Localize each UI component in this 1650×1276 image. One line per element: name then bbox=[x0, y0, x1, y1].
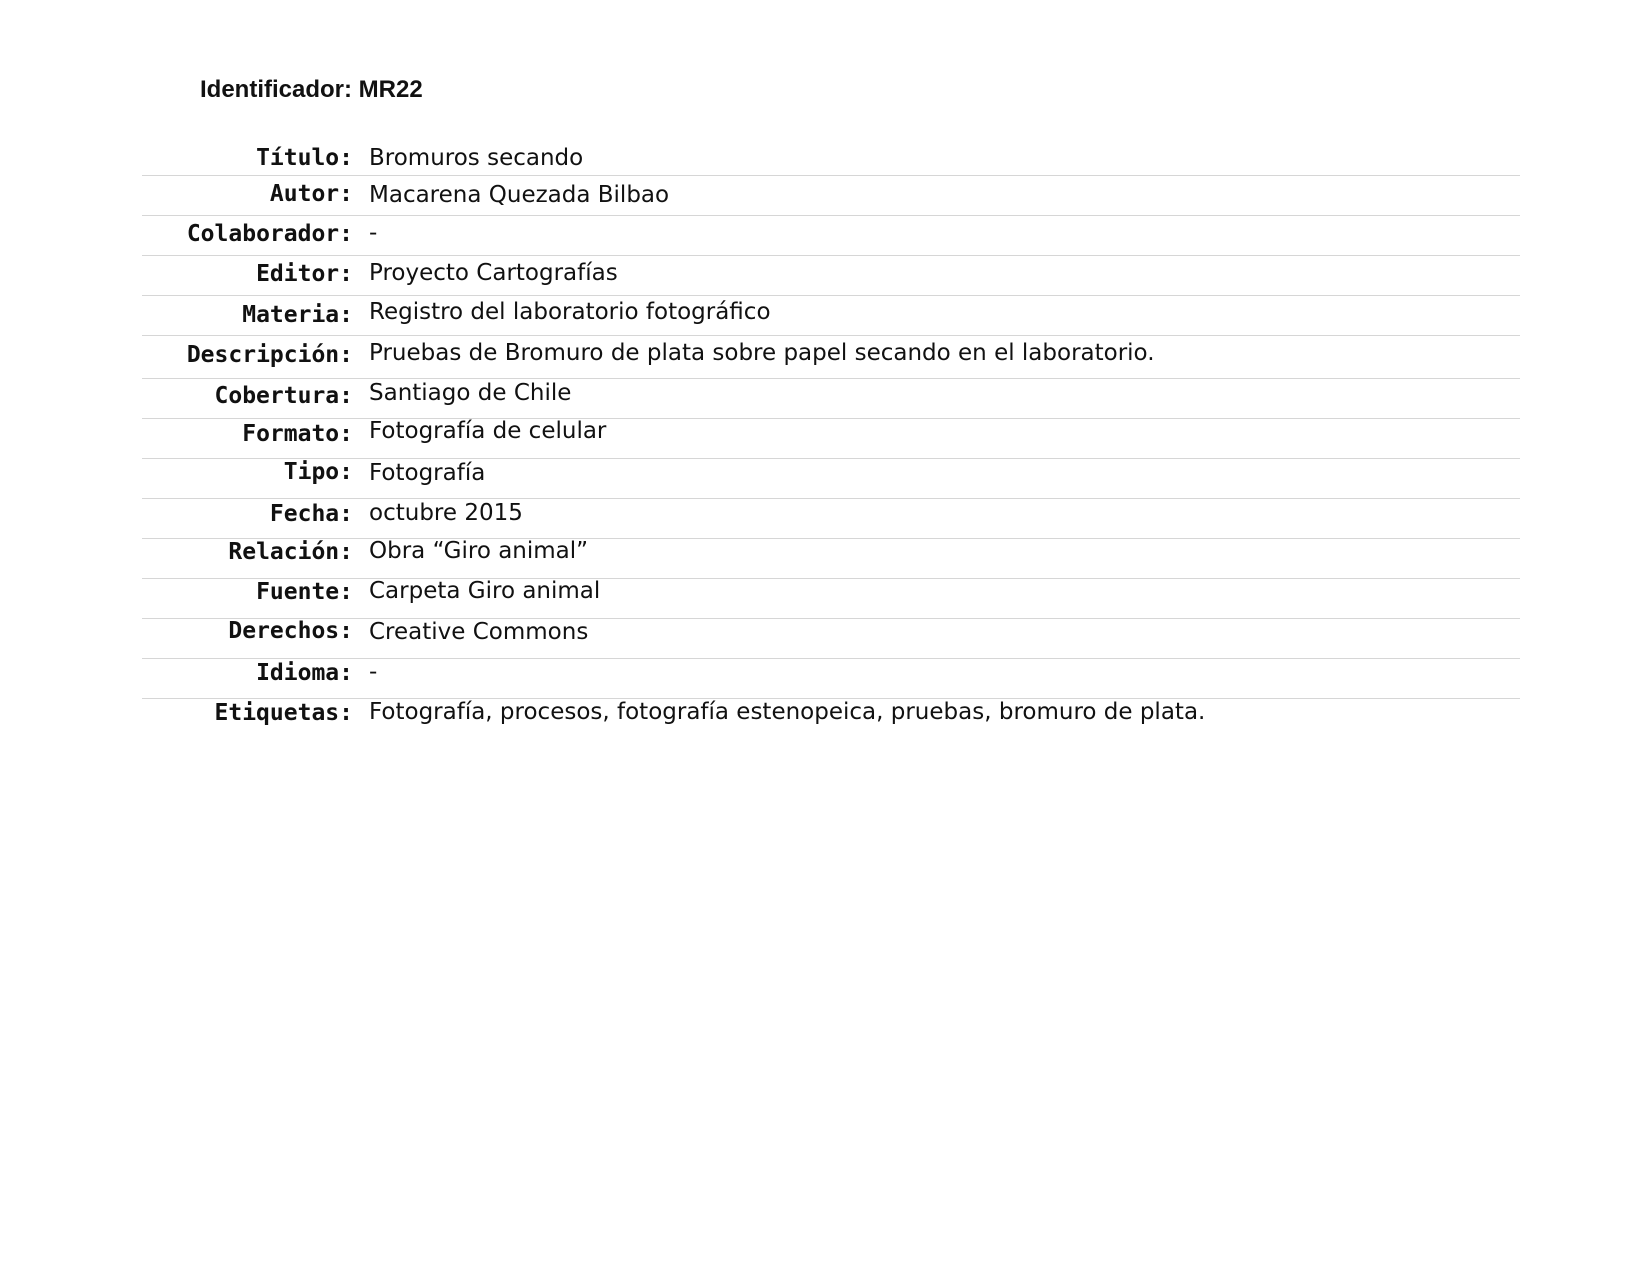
field-value: Obra “Giro animal” bbox=[369, 538, 589, 564]
field-value: - bbox=[369, 220, 378, 246]
field-label: Etiquetas: bbox=[214, 700, 353, 726]
field-value: Carpeta Giro animal bbox=[369, 578, 601, 604]
field-row-idioma bbox=[142, 659, 1520, 699]
field-row-cobertura bbox=[142, 379, 1520, 419]
field-label: Fecha: bbox=[269, 501, 353, 527]
field-value: Bromuros secando bbox=[369, 145, 584, 171]
field-label: Fuente: bbox=[256, 579, 353, 605]
field-row-fecha bbox=[142, 499, 1520, 539]
field-label: Idioma: bbox=[256, 660, 353, 686]
field-label: Derechos: bbox=[228, 618, 353, 644]
field-value: Fotografía, procesos, fotografía estenopeica, pruebas, bromuro de plata. bbox=[369, 699, 1206, 725]
field-label: Cobertura: bbox=[214, 383, 353, 409]
field-row-autor bbox=[142, 176, 1520, 216]
field-label: Materia: bbox=[242, 302, 353, 328]
field-value: Santiago de Chile bbox=[369, 380, 572, 406]
field-row-formato bbox=[142, 419, 1520, 459]
field-row-descripcion bbox=[142, 336, 1520, 379]
field-row-derechos bbox=[142, 619, 1520, 659]
field-value: Fotografía de celular bbox=[369, 418, 607, 444]
field-row-tipo bbox=[142, 459, 1520, 499]
field-value: Creative Commons bbox=[369, 619, 589, 645]
field-row-etiquetas bbox=[142, 699, 1520, 739]
field-value: octubre 2015 bbox=[369, 500, 523, 526]
field-value: Pruebas de Bromuro de plata sobre papel secando en el laboratorio. bbox=[369, 340, 1155, 366]
field-label: Título: bbox=[256, 145, 353, 171]
record-identifier: Identificador: MR22 bbox=[200, 76, 423, 103]
field-row-relacion bbox=[142, 539, 1520, 579]
field-label: Relación: bbox=[228, 539, 353, 565]
field-value: - bbox=[369, 659, 378, 685]
field-value: Macarena Quezada Bilbao bbox=[369, 182, 670, 208]
field-value: Fotografía bbox=[369, 460, 486, 486]
field-label: Descripción: bbox=[186, 342, 353, 368]
field-label: Editor: bbox=[256, 261, 353, 287]
field-row-editor bbox=[142, 256, 1520, 296]
field-row-materia bbox=[142, 296, 1520, 336]
field-value: Registro del laboratorio fotográfico bbox=[369, 299, 771, 325]
field-label: Formato: bbox=[242, 421, 353, 447]
field-label: Colaborador: bbox=[186, 221, 353, 247]
field-label: Autor: bbox=[269, 181, 353, 207]
field-row-fuente bbox=[142, 579, 1520, 619]
field-row-titulo bbox=[142, 136, 1520, 176]
field-row-colaborador bbox=[142, 216, 1520, 256]
field-label: Tipo: bbox=[283, 459, 353, 485]
field-value: Proyecto Cartografías bbox=[369, 260, 618, 286]
